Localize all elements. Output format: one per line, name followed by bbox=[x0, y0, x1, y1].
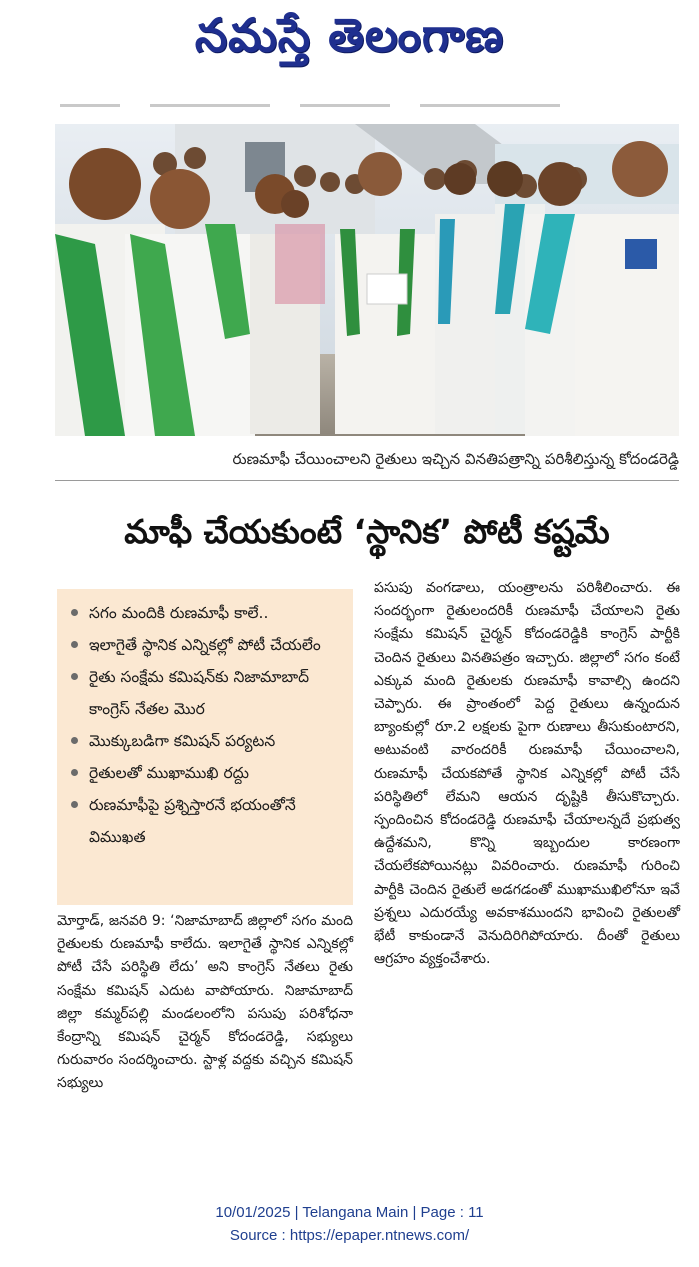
highlight-item: రుణమాఫీపై ప్రశ్నిస్తారనే భయంతోనే విముఖత bbox=[69, 789, 343, 853]
photo-icon bbox=[55, 124, 679, 436]
photo-caption: రుణమాఫీ చేయించాలని రైతులు ఇచ్చిన వినతిపత్రాన్ని పరిశీలిస్తున్న కోదండరెడ్డి bbox=[232, 450, 679, 468]
highlights-box bbox=[57, 589, 353, 905]
article-body-left: మోర్తాడ్, జనవరి 9: ‘నిజామాబాద్ జిల్లాలో సగం మంది రైతులకు రుణమాఫీ కాలేదు. ఇలాగైతే స్థానిక ఎన్నికల్లో పోటీ చేసే పరిస్థితి లేదు’ అని కాంగ్రెస్ నేతలు రైతు సంక్షేమ కమిషన్ ఎదుట వాపోయారు. నిజామాబాద్ జిల్లా కమ్మర్‌పల్లి మండలంలోని పసుపు పరిశోధనా కేంద్రాన్ని కమిషన్ చైర్మన్ కోదండరెడ్డి, సభ్యులు గురువారం సందర్శించారు. స్టాళ్ల వద్దకు వచ్చిన కమిషన్ సభ్యులు bbox=[57, 913, 353, 1092]
caption-divider bbox=[55, 480, 679, 481]
footer-date: 10/01/2025 | Telangana Main | Page : 11 bbox=[215, 1204, 484, 1221]
bullet-icon bbox=[71, 609, 78, 616]
headline: మాఫీ చేయకుంటే ‘స్థానిక’ పోటీ కష్టమే bbox=[124, 511, 610, 551]
bullet-icon bbox=[71, 737, 78, 744]
bullet-icon bbox=[71, 769, 78, 776]
highlight-item: రైతు సంక్షేమ కమిషన్‌కు నిజామాబాద్ కాంగ్రెస్ నేతల మొర bbox=[69, 661, 343, 725]
highlight-item: సగం మందికి రుణమాఫీ కాలే.. bbox=[69, 597, 343, 629]
highlight-item: మొక్కుబడిగా కమిషన్ పర్యటన bbox=[69, 725, 343, 757]
article-body-right: పసుపు వంగడాలు, యంత్రాలను పరిశీలించారు. ఈ సందర్భంగా రైతులందరికీ రుణమాఫీ చేయాలని రైతు సంక్షేమ కమిషన్ చైర్మన్ కోదండరెడ్డికి కాంగ్రెస్ పార్టీకి చెందిన రైతులు వినతిపత్రం ఇచ్చారు. జిల్లాలో సగం కంటే ఎక్కువ మంది రైతులకు రుణమాఫీ కావాల్సి ఉందని చెప్పారు. ఈ ప్రాంతంలో పెద్ద రైతులు ఉన్నందున బ్యాంకుల్లో రూ.2 లక్షలకు పైగా రుణాలు తీసుకుంటారని, అటువంటి వారందరికీ రుణమాఫీ చేయించాలని, రుణమాఫీ చేయకపోతే స్థానిక ఎన్నికల్లో పోటీ చేసే పరిస్థితిలో లేమని ఆయన దృష్టికి తీసుకొచ్చారు. స్పందించిన కోదండరెడ్డి రుణమాఫీ చేయాలన్నదే ప్రభుత్వ ఉద్దేశమని, కొన్ని ఇబ్బందుల కారణంగా చేయలేకపోయినట్లు వివరించారు. రుణమాఫీ గురించి పార్టీకి చెందిన రైతులే అడగడంతో ముఖాముఖిలోనూ ఇవే ప్రశ్నలు ఎదురయ్యే అవకాశముందని భావించి రైతులతో భేటీ కాకుండానే వెనుదిరిగిపోయారు. దీంతో రైతులు ఆగ్రహం వ్యక్తంచేశారు. bbox=[374, 580, 680, 968]
bullet-icon bbox=[71, 801, 78, 808]
bullet-icon bbox=[71, 641, 78, 648]
news-photo bbox=[55, 124, 679, 436]
masthead bbox=[0, 0, 699, 82]
highlight-item: ఇలాగైతే స్థానిక ఎన్నికల్లో పోటీ చేయలేం bbox=[69, 629, 343, 661]
newspaper-title: నమస్తే తెలంగాణ bbox=[194, 8, 505, 62]
header-strip bbox=[60, 95, 620, 103]
footer-source: Source : https://epaper.ntnews.com/ bbox=[229, 1227, 470, 1244]
highlight-item: రైతులతో ముఖాముఖి రద్దు bbox=[69, 757, 343, 789]
bullet-icon bbox=[71, 673, 78, 680]
